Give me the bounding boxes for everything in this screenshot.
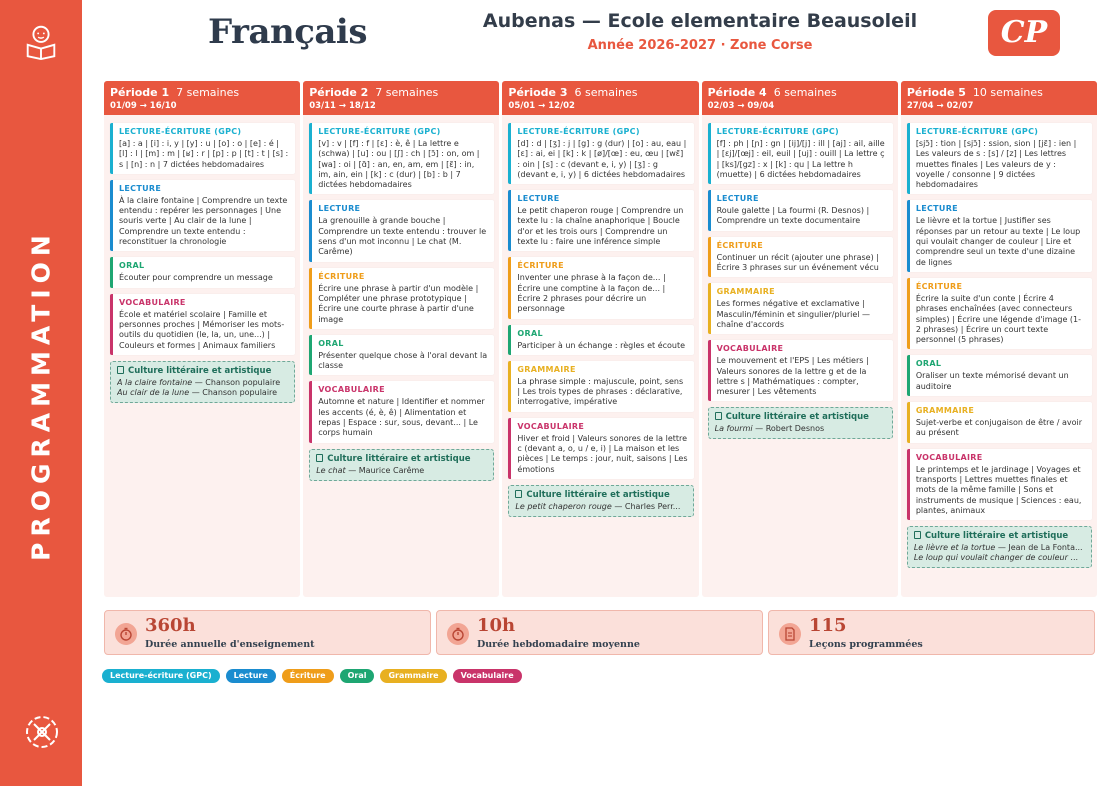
stopwatch-icon: [115, 623, 137, 645]
stat-card: [104, 610, 431, 655]
culture-title: [914, 531, 1085, 541]
domain-content: Le petit chaperon rouge | Comprendre un texte lu : la chaîne anaphorique | Boucle d'or et les trois ours | Comprendre un texte lu : faire une inférence simple: [517, 206, 684, 247]
domain-label: GRAMMAIRE: [716, 287, 775, 297]
domain-content: Le mouvement et l'EPS | Les métiers | Valeurs sonores de la lettre g et de la lettre s | Mathématiques : compter, mesurer | Les vêtements: [716, 356, 869, 397]
domain-card-grammaire: [708, 283, 893, 334]
domain-card-ecriture: [508, 257, 693, 318]
sidebar: [0, 0, 82, 786]
domain-card-gpc: [110, 123, 295, 174]
culture-work: [117, 378, 288, 388]
book-icon: [914, 531, 921, 539]
domain-label: GRAMMAIRE: [915, 406, 975, 416]
culture-box: [508, 485, 693, 517]
work-author: — Chanson populaire: [191, 387, 278, 397]
domain-label: VOCABULAIRE: [119, 297, 186, 307]
period-dates: 27/04 → 02/07: [906, 101, 974, 111]
domain-label: LECTURE: [517, 194, 560, 204]
stat-card: [768, 610, 1095, 655]
legend-pill: Lecture-écriture (GPC): [102, 669, 220, 683]
period-column: [502, 81, 698, 597]
period-weeks: 10 semaines: [972, 86, 1043, 99]
work-author: — Jean de La Fonta...: [997, 543, 1083, 553]
sidebar-title: PROGRAMMATION: [26, 229, 56, 561]
domain-card-vocabulaire: [907, 449, 1092, 520]
culture-work: [316, 466, 487, 476]
domain-content: Les formes négative et exclamative | Masculin/féminin et singulier/pluriel — chaîne d'accords: [716, 299, 871, 329]
domain-label: LECTURE: [716, 194, 759, 204]
period-header: [702, 81, 898, 115]
period-title: [907, 86, 1091, 99]
domain-card-lecture: [907, 200, 1092, 271]
school-name: Aubenas — Ecole elementaire Beausoleil: [482, 10, 918, 32]
domain-card-oral: [110, 257, 295, 287]
period-title: [110, 86, 294, 99]
book-icon: [715, 412, 722, 420]
work-title: A la claire fontaine: [117, 377, 193, 387]
period-header: [901, 81, 1097, 115]
domain-card-oral: [508, 325, 693, 355]
domain-card-oral: [907, 355, 1092, 396]
work-title: Le lièvre et la tortue: [913, 543, 996, 553]
stat-card: [436, 610, 763, 655]
period-header: [104, 81, 300, 115]
stat-value: 115: [809, 615, 847, 636]
culture-work: [715, 424, 886, 434]
domain-card-gpc: [508, 123, 693, 184]
domain-label: ÉCRITURE: [517, 261, 564, 271]
period-weeks: 6 semaines: [773, 86, 837, 99]
domain-card-lecture: [309, 200, 494, 261]
domain-content: La phrase simple : majuscule, point, sens | Les trois types de phrases : déclarative, interrogative, impérative: [517, 376, 684, 407]
domain-card-ecriture: [907, 278, 1092, 349]
domain-label: LECTURE-ÉCRITURE (GPC): [119, 127, 242, 136]
period-name: Période 5: [906, 86, 966, 99]
culture-work: [117, 388, 288, 398]
period-weeks: 6 semaines: [574, 86, 638, 99]
domain-card-lecture: [508, 190, 693, 251]
domain-label: VOCABULAIRE: [915, 452, 983, 462]
domain-content: Hiver et froid | Valeurs sonores de la lettre c (devant a, o, u / e, i) | La maison et les pièces | Le temps : jour, nuit, saisons | Les émotions: [517, 433, 688, 474]
culture-title: [515, 490, 686, 500]
level-badge: CP: [988, 10, 1060, 56]
period-name: Période 2: [309, 86, 369, 99]
domain-content: Écouter pour comprendre un message: [119, 273, 273, 283]
period-name: Période 4: [707, 86, 767, 99]
culture-title-text: Culture littéraire et artistique: [725, 412, 869, 423]
domain-label: ORAL: [915, 359, 942, 369]
domain-card-ecriture: [708, 237, 893, 278]
period-body: [702, 115, 898, 444]
domain-label: ÉCRITURE: [915, 281, 963, 291]
period-weeks: 7 semaines: [375, 86, 439, 99]
domain-content: [v] : v | [f] : f | [ɛ] : è, ê | La lettre e (schwa) | [u] : ou | [ʃ] : ch | [ɔ̃] : on, om | [wa] : oi | [ɑ̃] : an, en, am, em | [ɛ̃] : in, im, ain, ein | [k] : c (dur) | [b] : b | 7 dictées hebdomadaires: [318, 139, 480, 190]
domain-card-grammaire: [508, 361, 693, 412]
culture-title-text: Culture littéraire et artistique: [128, 365, 272, 376]
domain-content: Écrire une phrase à partir d'un modèle | Compléter une phrase prototypique | Écrire une courte phrase à partir d'une image: [318, 283, 479, 324]
domain-content: Participer à un échange : règles et écoute: [517, 340, 686, 350]
domain-content: Le printemps et le jardinage | Voyages et transports | Lettres muettes finales et mots de la même famille | Sons et instruments de musique | Sciences : eau, plantes, animaux: [915, 464, 1082, 515]
work-title: Le loup qui voulait changer de couleur: [913, 553, 1068, 563]
period-body: [502, 115, 698, 522]
domain-content: À la claire fontaine | Comprendre un texte entendu : repérer les personnages | Une souris verte | Au clair de la lune | Comprendre un texte entendu : reconstituer la chronologie: [119, 195, 288, 247]
domain-card-vocabulaire: [508, 418, 693, 479]
legend-pill: Écriture: [282, 669, 334, 683]
domain-card-gpc: [907, 123, 1092, 194]
domain-content: Présenter quelque chose à l'oral devant la classe: [318, 350, 488, 371]
culture-box: [907, 526, 1092, 568]
legend: [102, 669, 522, 683]
culture-title: [316, 454, 487, 464]
domain-label: ORAL: [318, 338, 344, 348]
legend-pill: Vocabulaire: [453, 669, 522, 683]
period-body: [303, 115, 499, 486]
domain-card-vocabulaire: [110, 294, 295, 355]
year-zone: Année 2026-2027 · Zone Corse: [587, 38, 813, 53]
domain-card-vocabulaire: [309, 381, 494, 442]
domain-content: Sujet-verbe et conjugaison de être / avoir au présent: [915, 418, 1082, 438]
domain-card-lecture: [110, 180, 295, 251]
work-title: Le chat: [316, 465, 346, 475]
period-dates: 01/09 → 16/10: [110, 101, 177, 111]
stat-value: 360h: [145, 615, 196, 636]
culture-work: [914, 543, 1085, 553]
subject-title: Français: [208, 12, 367, 52]
period-dates: 02/03 → 09/04: [707, 101, 775, 111]
domain-label: VOCABULAIRE: [517, 421, 585, 431]
domain-content: [a] : a | [i] : i, y | [y] : u | [o] : o | [e] : é | [l] : l | [m] : m | [ʁ] : r | [p] : p | [t] : t | [s] : s | [n] : n | 7 dictées hebdomadaires: [119, 139, 289, 169]
domain-content: Automne et nature | Identifier et nommer les accents (é, è, ê) | Alimentation et repas | Espace : sur, sous, devant... | Le corps humain: [318, 397, 485, 438]
stats-bar: [104, 610, 1095, 655]
period-column: [901, 81, 1097, 597]
culture-title: [117, 366, 288, 376]
legend-pill: Lecture: [226, 669, 276, 683]
period-body: [104, 115, 300, 408]
domain-label: LECTURE-ÉCRITURE (GPC): [318, 127, 441, 136]
period-title: [508, 86, 692, 99]
domain-label: LECTURE: [318, 204, 361, 214]
domain-label: ORAL: [119, 261, 145, 271]
domain-content: Le lièvre et la tortue | Justifier ses réponses par un retour au texte | Le loup qui voulait changer de couleur | Lire et comprendre seul un texte d'une dizaine de lignes: [915, 216, 1081, 267]
period-column: [104, 81, 300, 597]
work-title: La fourmi: [714, 424, 753, 434]
domain-content: Écrire la suite d'un conte | Écrire 4 phrases enchaînées (avec connecteurs simples) | Écrire une légende d'image (1-2 phrases) | Écrire un court texte personnel (5 phrases): [915, 293, 1082, 345]
work-author: — Maurice Carême: [348, 465, 425, 475]
domain-label: ÉCRITURE: [318, 271, 365, 281]
culture-title-text: Culture littéraire et artistique: [924, 531, 1069, 542]
stat-label: Leçons programmées: [809, 639, 923, 650]
domain-content: Continuer un récit (ajouter une phrase) | Écrire 3 phrases sur un événement vécu: [716, 252, 879, 273]
period-name: Période 3: [508, 86, 568, 99]
domain-label: VOCABULAIRE: [318, 385, 385, 395]
work-author: — Robert Desnos: [755, 424, 825, 434]
legend-pill: Oral: [340, 669, 375, 683]
stat-value: 10h: [477, 615, 516, 636]
domain-content: Roule galette | La fourmi (R. Desnos) | Comprendre un texte documentaire: [716, 206, 870, 226]
work-author: — Charles Perr...: [614, 501, 681, 511]
period-header: [303, 81, 499, 115]
reading-child-icon: [22, 22, 60, 60]
domain-content: [d] : d | [ʒ] : j | [g] : g (dur) | [o] : au, eau | [ɛ] : ai, ei | [k] : k | [ø]/[œ] : eu, œu | [wɛ̃] : oin | [s] : c (devant e, i, y) | [ʒ] : g (devant e, i, y) | 6 dictées hebdomadaires: [517, 139, 687, 179]
period-body: [901, 115, 1097, 573]
work-title: Au clair de la lune: [117, 387, 190, 397]
period-title: [309, 86, 493, 99]
period-column: [303, 81, 499, 597]
domain-label: ÉCRITURE: [716, 240, 764, 250]
domain-card-oral: [309, 335, 494, 376]
domain-label: LECTURE-ÉCRITURE (GPC): [716, 127, 839, 136]
culture-title-text: Culture littéraire et artistique: [327, 453, 471, 464]
culture-title-text: Culture littéraire et artistique: [526, 489, 670, 500]
periods-grid: [104, 81, 1097, 597]
domain-content: [sjɔ̃] : tion | [sjɔ̃] : ssion, sion | [jɛ̃] : ien | Les valeurs de s : [s] / [z] | Les lettres muettes finales | Les valeurs de y : voyelle / consonne | 9 dictées hebdomadaires: [915, 139, 1077, 190]
period-dates: 03/11 → 18/12: [309, 101, 376, 111]
work-author: — Chanson populaire: [194, 377, 281, 387]
domain-label: LECTURE: [915, 204, 958, 214]
stopwatch-icon: [447, 623, 469, 645]
period-name: Période 1: [110, 86, 170, 99]
period-title: [708, 86, 892, 99]
document-icon: [779, 623, 801, 645]
domain-card-grammaire: [907, 402, 1092, 443]
period-weeks: 7 semaines: [176, 86, 240, 99]
domain-content: [f] : ph | [ɲ] : gn | [ij]/[j] : ill | [aj] : ail, aille | [ɛj]/[œj] : eil, euil | [uj] : ouill | La lettre ç | [ks]/[gz] : x | [k] : qu | La lettre h (muette) | 6 dictées hebdomadaires: [716, 139, 885, 179]
domain-card-lecture: [708, 190, 893, 231]
legend-pill: Grammaire: [380, 669, 446, 683]
domain-label: LECTURE-ÉCRITURE (GPC): [517, 127, 640, 136]
culture-work: [914, 553, 1085, 563]
domain-label: LECTURE: [119, 183, 162, 193]
domain-label: ORAL: [517, 328, 543, 338]
stat-label: Durée annuelle d'enseignement: [145, 639, 315, 650]
domain-content: École et matériel scolaire | Famille et personnes proches | Mémoriser les mots-outils du quotidien (le, la, un, une...) | Couleurs et formes | Animaux familiers: [119, 309, 285, 350]
domain-card-ecriture: [309, 268, 494, 329]
culture-box: [110, 361, 295, 403]
culture-box: [309, 449, 494, 481]
book-icon: [515, 490, 522, 498]
domain-card-vocabulaire: [708, 340, 893, 401]
work-title: Le petit chaperon rouge: [515, 501, 612, 511]
domain-content: Oraliser un texte mémorisé devant un auditoire: [915, 371, 1069, 391]
book-icon: [316, 454, 323, 462]
culture-title: [715, 412, 886, 422]
book-icon: [117, 366, 124, 374]
domain-content: La grenouille à grande bouche | Comprendre un texte entendu : trouver le sens d'un mot inconnu | Le chat (M. Carême): [318, 216, 487, 257]
stat-label: Durée hebdomadaire moyenne: [477, 639, 640, 650]
work-author: ...: [1070, 553, 1079, 563]
domain-card-gpc: [309, 123, 494, 194]
culture-box: [708, 407, 893, 439]
domain-content: Inventer une phrase à la façon de... | Écrire une comptine à la façon de... | Écrire 2 phrases pour décrire un personnage: [517, 273, 666, 314]
domain-label: LECTURE-ÉCRITURE (GPC): [915, 127, 1039, 136]
domain-label: VOCABULAIRE: [716, 344, 784, 354]
period-dates: 05/01 → 12/02: [508, 101, 575, 111]
compass-tools-icon: [22, 712, 62, 752]
period-header: [502, 81, 698, 115]
domain-card-gpc: [708, 123, 893, 184]
domain-label: GRAMMAIRE: [517, 364, 576, 374]
period-column: [702, 81, 898, 597]
culture-work: [515, 502, 686, 512]
